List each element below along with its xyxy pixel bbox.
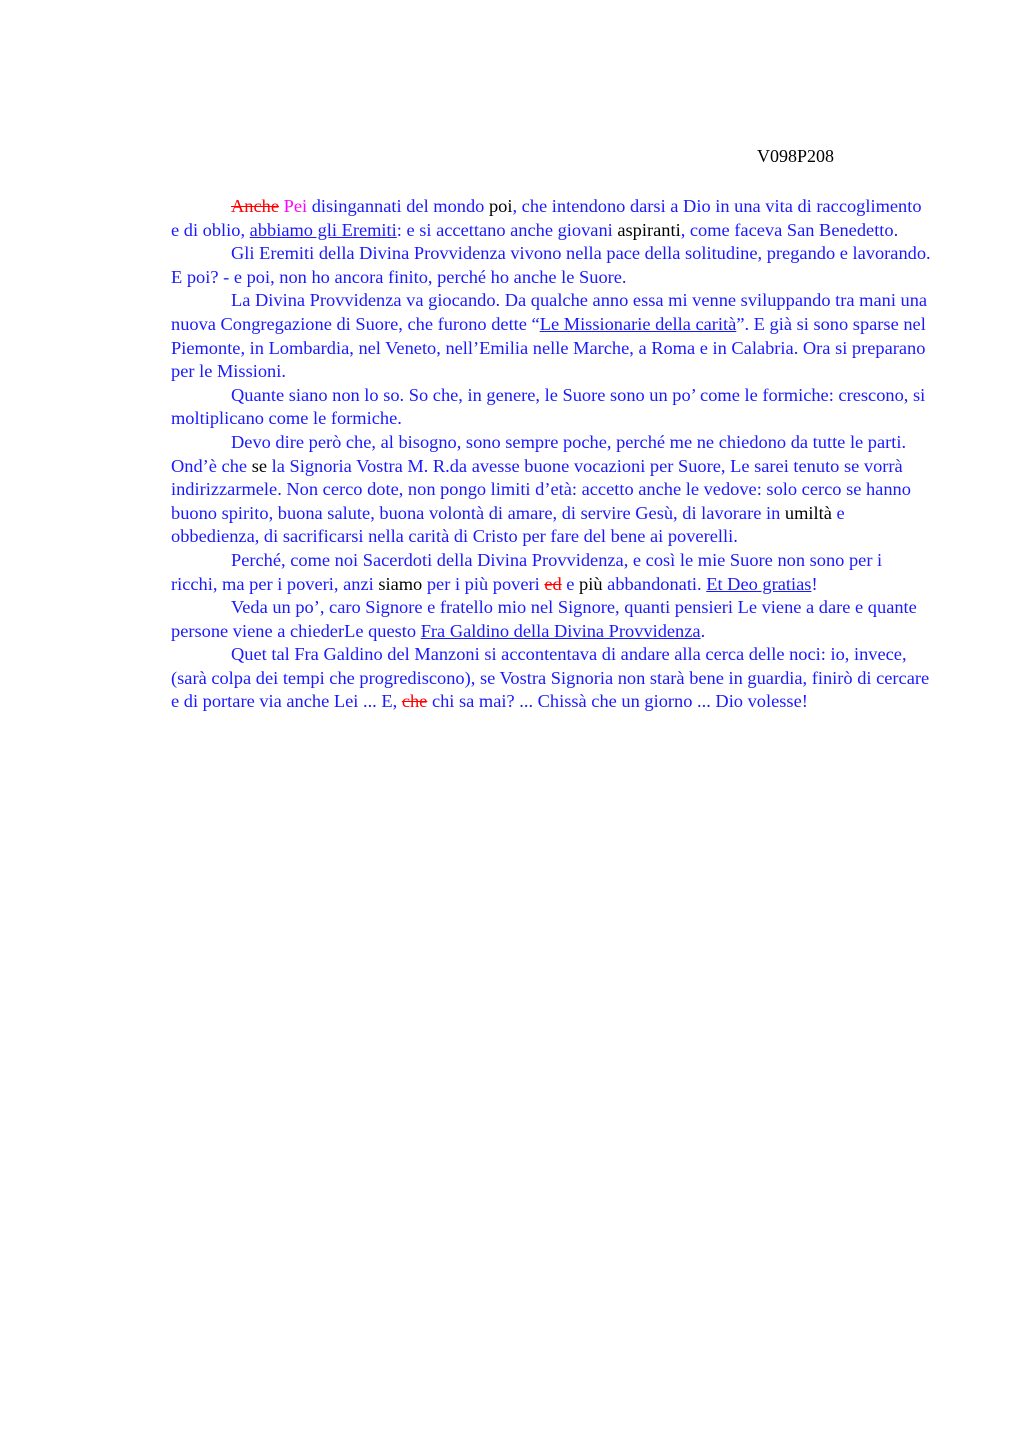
text-run: La Divina Provvidenza va giocando. Da qualche anno essa mi venne sviluppando tra mani una nuova Congregazione di Suore, che furono dette “ bbox=[171, 290, 928, 334]
text-run: Quante siano non lo so. So che, in genere, le Suore sono un po’ come le formiche: crescono, si moltiplicano come le formiche. bbox=[171, 384, 926, 429]
text-run: abbandonati. bbox=[602, 573, 707, 594]
text-run: la Signoria Vostra M. R.da avesse buone vocazioni per Suore, Le sarei tenuto se vorrà indirizzarmele. Non cerco dote, non pongo limiti d’età: accetto anche le vedove: solo cerco se hanno buono spirito, buona salute, buona volontà di amare, di servire Gesù, di lavorare in bbox=[171, 455, 911, 523]
page-identifier: V098P208 bbox=[757, 146, 835, 166]
underlined-text: Et Deo gratias bbox=[706, 573, 812, 594]
deleted-text: che bbox=[401, 691, 428, 712]
black-text: aspiranti bbox=[617, 219, 681, 240]
text-run: disingannati del mondo bbox=[307, 196, 489, 216]
text-run: ”. E già si sono sparse nel Piemonte, in Lombardia, nel Veneto, nell’Emilia nelle Marche, a Roma e in Calabria. Ora si preparano per le Missioni. bbox=[171, 313, 926, 382]
underlined-text: Le Missionarie della carità bbox=[539, 313, 737, 334]
paragraph-pensieri bbox=[171, 596, 931, 643]
paragraph-eremiti bbox=[171, 195, 931, 242]
paragraph-solitudine bbox=[171, 242, 931, 289]
black-text: se bbox=[251, 455, 268, 476]
underlined-text: abbiamo gli Eremiti bbox=[249, 219, 397, 240]
paragraph-congregazione bbox=[171, 289, 931, 383]
inserted-text: Pei bbox=[283, 196, 308, 216]
paragraph-galdino bbox=[171, 643, 931, 714]
text-run: , che intendono darsi a Dio in una vita di raccoglimento e di oblio, bbox=[171, 196, 922, 240]
text-run: . bbox=[700, 620, 706, 641]
text-run: Quet tal Fra Galdino del Manzoni si accontentava di andare alla cerca delle noci: io, invece, (sarà colpa dei tempi che progrediscono), se Vostra Signoria non starà bene in guardia, finirò di cercare e di portare via anche Lei ... E, bbox=[171, 644, 930, 712]
underlined-text: Fra Galdino della Divina Provvidenza bbox=[420, 620, 701, 641]
text-run: chi sa mai? ... Chissà che un giorno ... Dio volesse! bbox=[427, 691, 808, 712]
text-run: e bbox=[561, 573, 580, 594]
paragraph-formiche bbox=[171, 384, 931, 431]
text-run: Devo dire però che, al bisogno, sono sempre poche, perché me ne chiedono da tutte le parti. Ond’è che bbox=[171, 431, 907, 476]
black-text: più bbox=[579, 573, 603, 594]
paragraph-poveri bbox=[171, 549, 931, 596]
deleted-text: Anche bbox=[231, 196, 279, 216]
text-run: Veda un po’, caro Signore e fratello mio nel Signore, quanti pensieri Le viene a dare e quante persone viene a chiederLe questo bbox=[171, 597, 917, 641]
text-run: Gli Eremiti della Divina Provvidenza vivono nella pace della solitudine, pregando e lavorando. E poi? - e poi, non ho ancora finito, perché ho anche le Suore. bbox=[171, 243, 931, 287]
text-run: , come faceva San Benedetto. bbox=[680, 219, 899, 240]
deleted-text: ed bbox=[544, 573, 562, 594]
black-text: poi bbox=[488, 196, 513, 216]
text-run: per i più poveri bbox=[422, 573, 545, 594]
text-run: Perché, come noi Sacerdoti della Divina Provvidenza, e così le mie Suore non sono per i ricchi, ma per i poveri, anzi bbox=[171, 549, 883, 594]
black-text: siamo bbox=[378, 573, 423, 594]
text-run: ! bbox=[811, 573, 818, 594]
paragraph-vocazioni bbox=[171, 431, 931, 549]
document-body bbox=[171, 195, 931, 714]
text-run: e obbedienza, di sacrificarsi nella carità di Cristo per fare del bene ai poverelli. bbox=[171, 502, 845, 547]
black-text: umiltà bbox=[784, 502, 832, 523]
text-run: : e si accettano anche giovani bbox=[396, 219, 618, 240]
